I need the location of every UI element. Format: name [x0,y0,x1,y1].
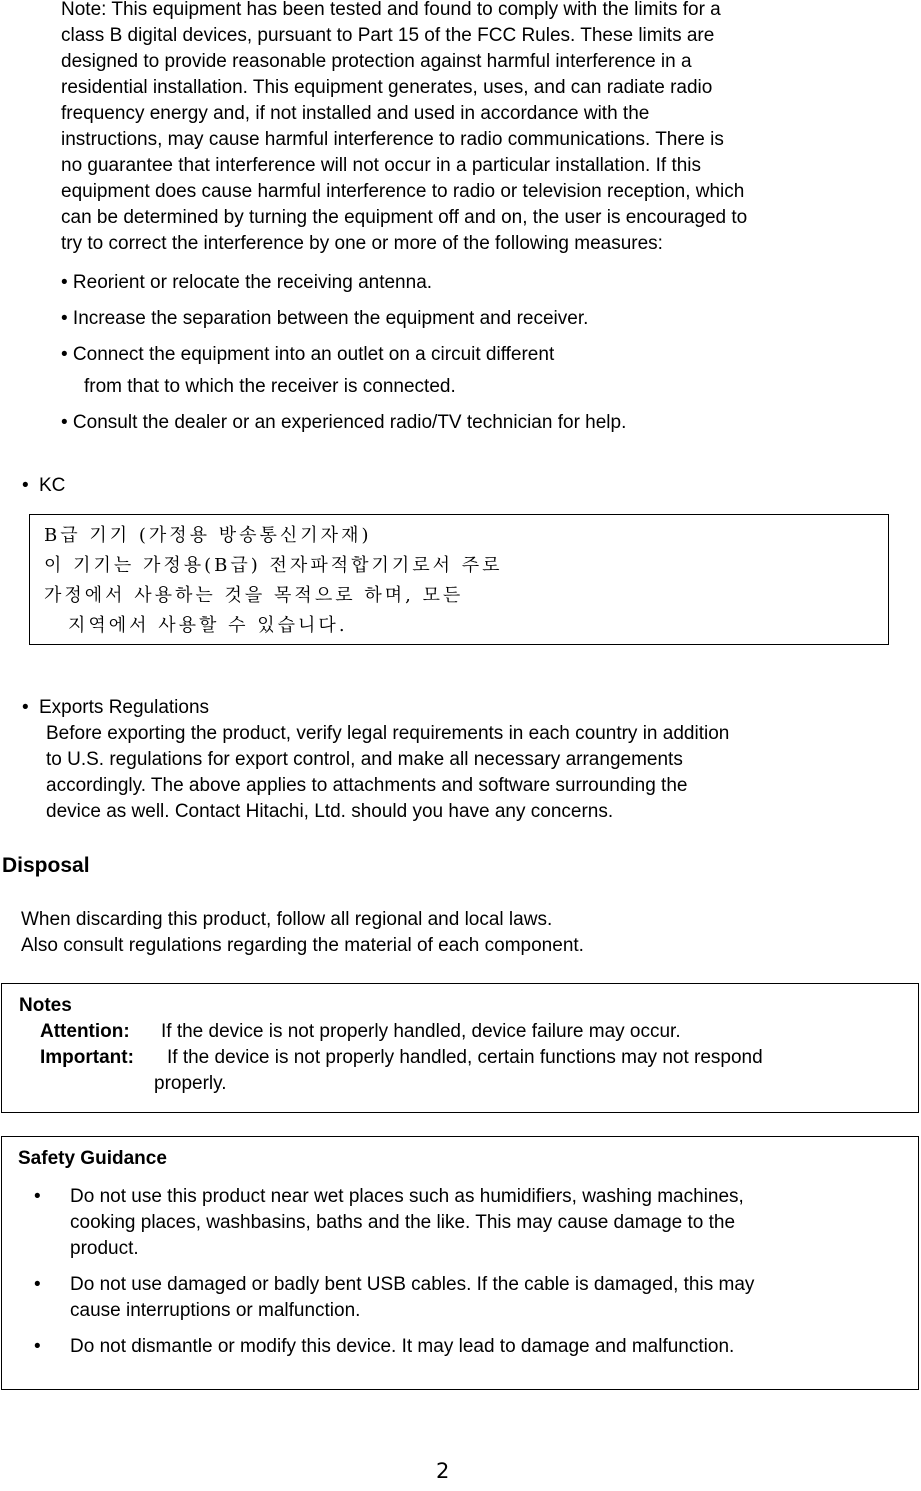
safety-title: Safety Guidance [18,1148,167,1169]
list-item: • Connect the equipment into an outlet on a circuit different [61,344,555,365]
kc-notice-line: B급 기기 (가정용 방송통신기자재) [44,525,372,546]
kc-notice-line: 가정에서 사용하는 것을 목적으로 하며, 모든 [44,585,464,606]
safety-bullet: • [34,1274,41,1295]
important-label: Important: [40,1047,134,1068]
fcc-note-line: instructions, may cause harmful interference to radio communications. There is [61,129,724,150]
exports-title: Exports Regulations [39,697,210,718]
kc-notice-line: 지역에서 사용할 수 있습니다. [68,615,348,636]
fcc-note-line: designed to provide reasonable protection against harmful interference in a [61,51,692,72]
safety-box [1,1136,919,1390]
attention-label: Attention: [40,1021,130,1042]
kc-notice-box [29,514,889,645]
list-item-continuation: from that to which the receiver is connected. [84,376,456,397]
fcc-note-line: Note: This equipment has been tested and found to comply with the limits for a [61,0,721,20]
exports-line: to U.S. regulations for export control, and make all necessary arrangements [46,749,683,770]
fcc-note-line: residential installation. This equipment generates, uses, and can radiate radio [61,77,713,98]
fcc-note-line: frequency energy and, if not installed and used in accordance with the [61,103,650,124]
safety-item-line: cooking places, washbasins, baths and the like. This may cause damage to the [70,1212,736,1233]
exports-line: accordingly. The above applies to attachments and software surrounding the [46,775,688,796]
exports-line: Before exporting the product, verify legal requirements in each country in addition [46,723,730,744]
notes-box [1,983,919,1113]
list-item: • Reorient or relocate the receiving antenna. [61,272,433,293]
fcc-note-line: try to correct the interference by one or more of the following measures: [61,233,663,254]
fcc-note-line: class B digital devices, pursuant to Part 15 of the FCC Rules. These limits are [61,25,715,46]
disposal-heading: Disposal [2,854,90,877]
important-text: If the device is not properly handled, certain functions may not respond [167,1047,763,1068]
disposal-line: Also consult regulations regarding the material of each component. [21,935,584,956]
safety-item-line: Do not dismantle or modify this device. It may lead to damage and malfunction. [70,1336,735,1357]
safety-item-line: Do not use this product near wet places such as humidifiers, washing machines, [70,1186,744,1207]
safety-bullet: • [34,1186,41,1207]
fcc-note-line: no guarantee that interference will not occur in a particular installation. If this [61,155,702,176]
page-number: 2 [436,1459,450,1483]
kc-notice-line: 이 기기는 가정용(B급) 전자파적합기기로서 주로 [44,555,503,576]
list-item: • Consult the dealer or an experienced radio/TV technician for help. [61,412,627,433]
disposal-line: When discarding this product, follow all regional and local laws. [21,909,553,930]
fcc-note-line: equipment does cause harmful interference to radio or television reception, which [61,181,745,202]
kc-label: KC [39,475,66,496]
attention-text: If the device is not properly handled, device failure may occur. [161,1021,681,1042]
notes-title: Notes [19,995,72,1016]
exports-bullet: • [22,697,29,718]
safety-item-line: product. [70,1238,139,1259]
fcc-note-line: can be determined by turning the equipment off and on, the user is encouraged to [61,207,748,228]
safety-item-line: Do not use damaged or badly bent USB cables. If the cable is damaged, this may [70,1274,755,1295]
important-text-continuation: properly. [154,1073,227,1094]
exports-line: device as well. Contact Hitachi, Ltd. should you have any concerns. [46,801,614,822]
safety-bullet: • [34,1336,41,1357]
safety-item-line: cause interruptions or malfunction. [70,1300,361,1321]
list-item: • Increase the separation between the equipment and receiver. [61,308,589,329]
kc-bullet: • [22,475,29,496]
